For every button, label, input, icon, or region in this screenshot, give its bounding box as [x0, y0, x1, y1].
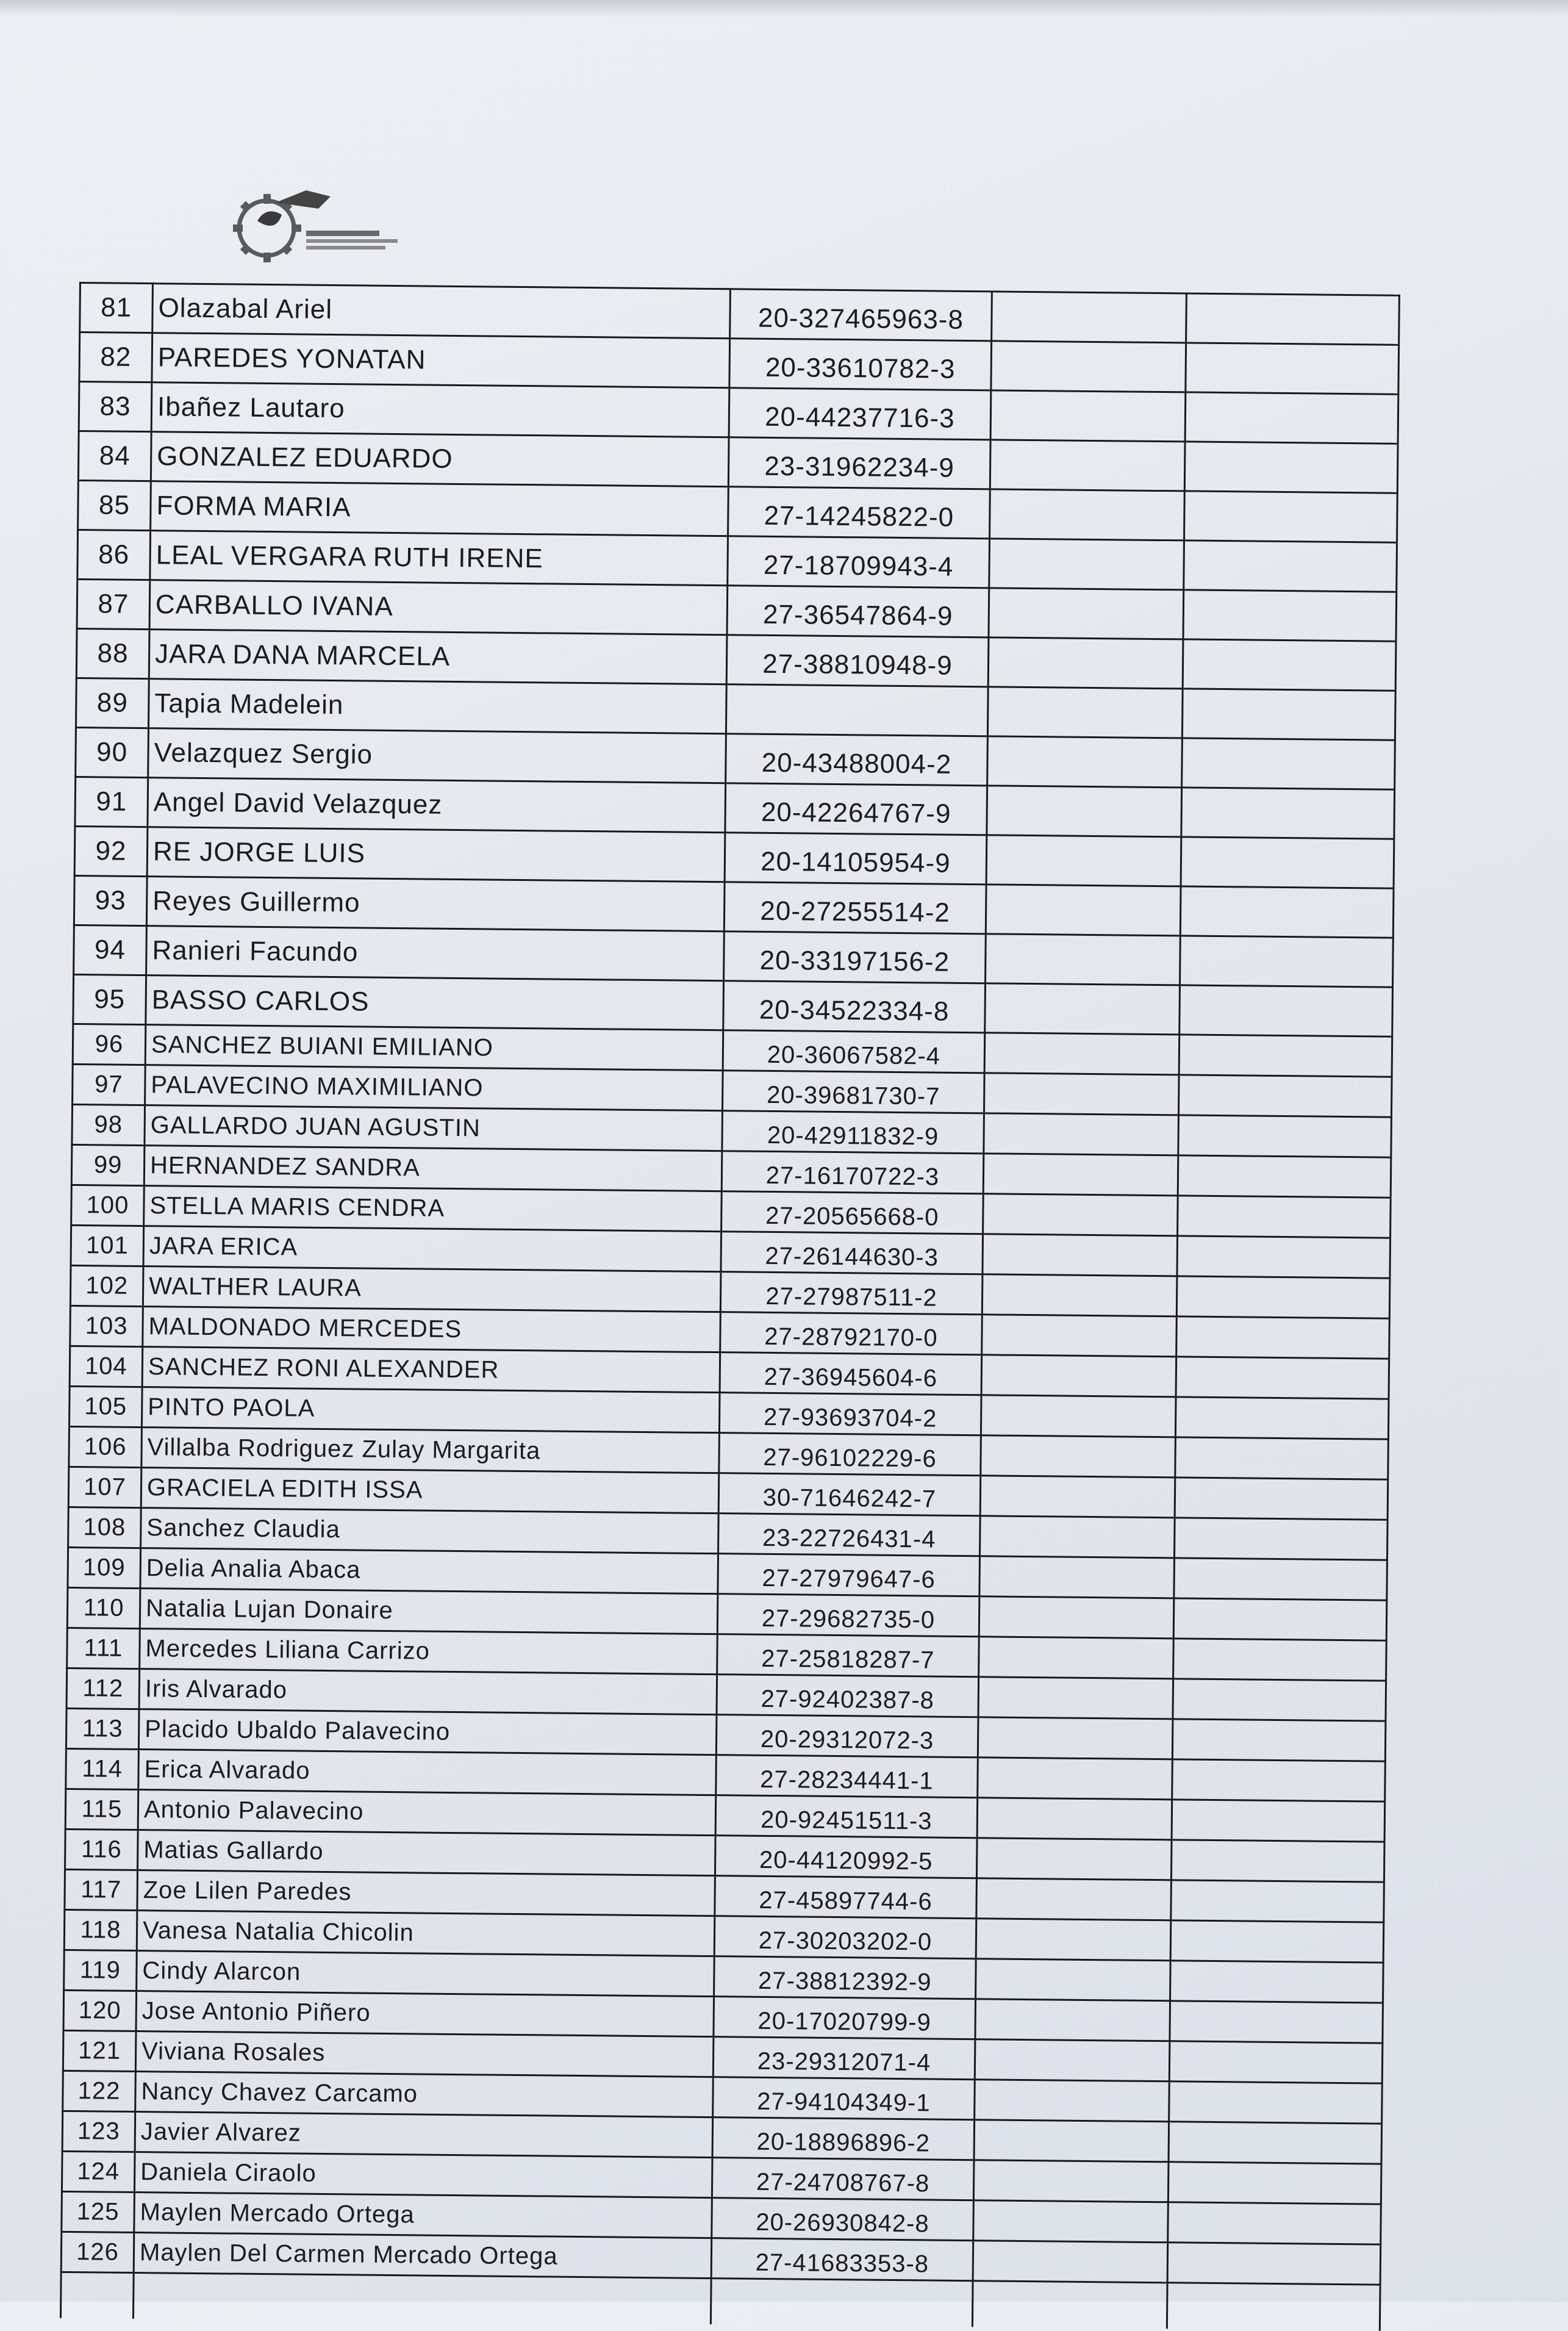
- empty-cell: [983, 1234, 1178, 1276]
- empty-cell: [1167, 2283, 1380, 2331]
- person-name: PAREDES YONATAN: [152, 333, 730, 388]
- empty-cell: [979, 1597, 1174, 1639]
- row-number: 120: [63, 1990, 137, 2031]
- person-name: WALTHER LAURA: [143, 1266, 721, 1312]
- empty-cell: [1170, 2001, 1383, 2043]
- tax-id: 20-44120992-5: [715, 1836, 977, 1878]
- empty-cell: [1175, 1437, 1389, 1479]
- row-number: 117: [65, 1869, 138, 1910]
- empty-cell: [1173, 1639, 1387, 1681]
- empty-cell: [1173, 1679, 1386, 1721]
- empty-cell: [1175, 1518, 1388, 1560]
- tax-id: 30-71646242-7: [718, 1473, 981, 1516]
- person-name: Vanesa Natalia Chicolin: [137, 1911, 715, 1956]
- person-name: RE JORGE LUIS: [147, 827, 725, 882]
- person-name: SANCHEZ RONI ALEXANDER: [142, 1347, 720, 1393]
- person-name: Nancy Chavez Carcamo: [135, 2072, 714, 2117]
- empty-cell: [981, 1355, 1176, 1397]
- empty-cell: [980, 1516, 1175, 1558]
- person-name: CARBALLO IVANA: [149, 580, 728, 635]
- row-number: 104: [70, 1346, 143, 1387]
- tax-id: 27-38812392-9: [714, 1956, 976, 1999]
- person-name: GRACIELA EDITH ISSA: [141, 1468, 719, 1514]
- empty-cell: [1169, 2122, 1382, 2164]
- tax-id: 20-327465963-8: [730, 289, 992, 341]
- tax-id: 20-39681730-7: [723, 1071, 985, 1113]
- tax-id: 27-36945604-6: [720, 1352, 982, 1395]
- empty-cell: [986, 885, 1181, 936]
- tax-id: 20-18896896-2: [712, 2117, 975, 2160]
- tax-id: 20-14105954-9: [725, 833, 987, 885]
- row-number: 99: [71, 1144, 145, 1185]
- tax-id: 27-26144630-3: [721, 1232, 983, 1274]
- person-name: Mercedes Liliana Carrizo: [140, 1629, 718, 1675]
- empty-cell: [989, 539, 1184, 590]
- empty-cell: [986, 934, 1181, 985]
- person-name: Cindy Alarcon: [137, 1951, 715, 1997]
- tax-id: 27-96102229-6: [719, 1433, 981, 1476]
- person-name: STELLA MARIS CENDRA: [144, 1186, 722, 1232]
- row-number: 124: [62, 2151, 135, 2192]
- person-name: Ranieri Facundo: [146, 926, 725, 981]
- empty-cell: [1180, 936, 1394, 987]
- person-name: Villalba Rodriguez Zulay Margarita: [141, 1428, 720, 1473]
- person-name: Antonio Palavecino: [138, 1790, 716, 1836]
- row-number: 93: [74, 875, 147, 925]
- empty-cell: [1172, 1800, 1385, 1842]
- row-number: 107: [68, 1467, 141, 1507]
- empty-cell: [1173, 1598, 1387, 1640]
- tax-id: 27-92402387-8: [717, 1675, 979, 1717]
- tax-id: 20-27255514-2: [724, 882, 986, 934]
- person-name: Zoe Lilen Paredes: [137, 1870, 715, 1916]
- row-number: 95: [73, 974, 146, 1024]
- tax-id: [726, 684, 988, 736]
- row-number: 94: [74, 925, 147, 975]
- row-number: 112: [66, 1668, 140, 1709]
- row-number: 86: [77, 530, 151, 580]
- empty-cell: [1184, 442, 1398, 493]
- person-name: Placido Ubaldo Palavecino: [138, 1709, 717, 1755]
- empty-cell: [60, 2272, 134, 2319]
- tax-id: 23-22726431-4: [718, 1514, 981, 1556]
- empty-cell: [975, 2039, 1170, 2081]
- empty-cell: [1170, 1920, 1384, 1963]
- empty-cell: [979, 1637, 1174, 1679]
- row-number: 90: [76, 727, 149, 777]
- empty-cell: [1177, 1236, 1391, 1278]
- row-number: 82: [79, 332, 152, 383]
- empty-cell: [976, 1959, 1171, 2001]
- empty-cell: [977, 1798, 1172, 1840]
- tax-id: 27-25818287-7: [717, 1634, 979, 1677]
- person-name: PALAVECINO MAXIMILIANO: [145, 1065, 723, 1111]
- tax-id: 27-16170722-3: [721, 1151, 984, 1194]
- tax-id: 27-45897744-6: [715, 1876, 977, 1919]
- empty-cell: [984, 1113, 1179, 1155]
- empty-cell: [1168, 2202, 1381, 2244]
- empty-cell: [978, 1717, 1173, 1759]
- empty-cell: [1186, 343, 1399, 394]
- person-name: GONZALEZ EDUARDO: [151, 432, 729, 487]
- person-name: Jose Antonio Piñero: [136, 1991, 714, 2037]
- tax-id: 20-33610782-3: [729, 339, 992, 390]
- empty-cell: [1182, 738, 1395, 789]
- tax-id: 27-29682735-0: [717, 1594, 979, 1637]
- empty-cell: [983, 1154, 1178, 1196]
- empty-cell: [976, 1878, 1172, 1920]
- empty-cell: [982, 1274, 1177, 1316]
- empty-cell: [1178, 1196, 1391, 1238]
- empty-cell: [987, 687, 1183, 738]
- empty-cell: [974, 2120, 1169, 2162]
- empty-cell: [973, 2200, 1169, 2243]
- empty-cell: [1180, 886, 1394, 938]
- tax-id: 27-36547864-9: [727, 586, 989, 638]
- empty-cell: [988, 638, 1183, 689]
- tax-id: 27-18709943-4: [728, 536, 990, 588]
- empty-cell: [978, 1758, 1173, 1800]
- row-number: 106: [69, 1426, 142, 1467]
- empty-cell: [1172, 1719, 1386, 1761]
- empty-cell: [1176, 1276, 1390, 1318]
- empty-cell: [990, 390, 1186, 442]
- empty-cell: [973, 2160, 1169, 2202]
- row-number: 110: [67, 1587, 140, 1628]
- empty-cell: [985, 983, 1180, 1035]
- roster-table: [60, 282, 1400, 2331]
- page-top-edge: [0, 0, 1568, 17]
- person-name: JARA DANA MARCELA: [149, 630, 727, 684]
- tax-id: 27-24708767-8: [712, 2158, 974, 2200]
- row-number: 122: [63, 2071, 136, 2111]
- empty-cell: [711, 2279, 973, 2327]
- person-name: Tapia Madelein: [148, 679, 726, 734]
- empty-cell: [976, 1838, 1172, 1880]
- empty-cell: [982, 1315, 1177, 1357]
- empty-cell: [992, 292, 1187, 343]
- tax-id: 27-28792170-0: [720, 1312, 983, 1355]
- person-name: SANCHEZ BUIANI EMILIANO: [145, 1025, 723, 1071]
- row-number: 84: [78, 431, 151, 481]
- empty-cell: [991, 341, 1186, 392]
- empty-cell: [975, 2080, 1170, 2122]
- person-name: Olazabal Ariel: [152, 284, 731, 339]
- person-name: JARA ERICA: [143, 1226, 721, 1272]
- empty-cell: [981, 1395, 1176, 1437]
- empty-cell: [978, 1677, 1173, 1719]
- tax-id: 27-30203202-0: [714, 1916, 976, 1959]
- person-name: LEAL VERGARA RUTH IRENE: [150, 531, 728, 586]
- tax-id: 23-31962234-9: [728, 437, 990, 489]
- empty-cell: [133, 2273, 711, 2325]
- tax-id: 20-92451511-3: [715, 1795, 978, 1838]
- person-name: Matias Gallardo: [138, 1830, 716, 1876]
- empty-cell: [987, 786, 1182, 837]
- row-number: 88: [76, 628, 149, 678]
- person-name: MALDONADO MERCEDES: [143, 1307, 721, 1352]
- row-number: 89: [76, 678, 149, 728]
- row-number: 123: [62, 2111, 135, 2152]
- row-number: 100: [71, 1185, 145, 1226]
- empty-cell: [1169, 2041, 1383, 2083]
- person-name: Reyes Guillermo: [146, 877, 725, 932]
- empty-cell: [1178, 1115, 1392, 1157]
- person-name: Javier Alvarez: [135, 2112, 713, 2158]
- empty-cell: [1180, 985, 1393, 1036]
- person-name: Ibañez Lautaro: [151, 383, 729, 437]
- empty-cell: [980, 1476, 1175, 1518]
- row-number: 118: [64, 1909, 137, 1950]
- empty-cell: [1167, 2243, 1381, 2285]
- empty-cell: [1181, 837, 1394, 888]
- tax-id: 20-29312072-3: [716, 1715, 978, 1758]
- row-number: 119: [64, 1950, 137, 1991]
- row-number: 103: [70, 1306, 143, 1346]
- empty-cell: [1183, 590, 1397, 641]
- empty-cell: [1178, 1075, 1392, 1117]
- empty-cell: [990, 489, 1185, 541]
- empty-cell: [975, 1999, 1170, 2041]
- empty-cell: [1175, 1478, 1388, 1520]
- tax-id: 27-20565668-0: [721, 1191, 984, 1234]
- empty-cell: [973, 2241, 1168, 2283]
- row-number: 101: [71, 1225, 144, 1266]
- row-number: 97: [73, 1064, 146, 1105]
- empty-cell: [986, 835, 1181, 886]
- person-name: PINTO PAOLA: [141, 1387, 720, 1433]
- empty-cell: [1171, 1840, 1384, 1882]
- person-name: Natalia Lujan Donaire: [140, 1589, 718, 1634]
- empty-cell: [1172, 1759, 1386, 1801]
- tax-id: 20-34522334-8: [723, 981, 986, 1033]
- empty-cell: [1168, 2162, 1381, 2204]
- empty-cell: [1170, 1961, 1384, 2003]
- row-number: 121: [63, 2030, 136, 2071]
- tax-id: 27-27987511-2: [720, 1272, 983, 1315]
- row-number: 115: [65, 1789, 138, 1830]
- row-number: 81: [80, 283, 153, 333]
- row-number: 111: [67, 1628, 140, 1668]
- empty-cell: [990, 440, 1185, 491]
- tax-id: 27-38810948-9: [726, 635, 989, 687]
- empty-cell: [1179, 1035, 1392, 1077]
- empty-cell: [1185, 392, 1398, 444]
- tax-id: 27-94104349-1: [713, 2077, 975, 2120]
- tax-id: 20-17020799-9: [714, 1997, 976, 2039]
- person-name: Sanchez Claudia: [141, 1508, 719, 1554]
- row-number: 87: [77, 579, 150, 629]
- tax-id: 20-36067582-4: [723, 1030, 985, 1073]
- person-name: Maylen Mercado Ortega: [134, 2193, 712, 2238]
- empty-cell: [1184, 541, 1397, 592]
- tax-id: 27-41683353-8: [711, 2238, 973, 2281]
- person-name: GALLARDO JUAN AGUSTIN: [145, 1105, 723, 1151]
- person-name: Maylen Del Carmen Mercado Ortega: [134, 2233, 712, 2279]
- row-number: 85: [78, 480, 151, 530]
- row-number: 105: [69, 1386, 142, 1427]
- tax-id: 23-29312071-4: [713, 2037, 975, 2080]
- person-name: Daniela Ciraolo: [134, 2152, 712, 2198]
- empty-cell: [981, 1435, 1176, 1478]
- person-name: FORMA MARIA: [151, 481, 729, 536]
- empty-cell: [1169, 2081, 1383, 2124]
- tax-id: 27-93693704-2: [719, 1393, 981, 1435]
- empty-cell: [1182, 689, 1395, 740]
- tax-id: 27-27979647-6: [718, 1554, 980, 1597]
- empty-cell: [1176, 1357, 1389, 1399]
- tax-id: 20-33197156-2: [724, 932, 986, 983]
- row-number: 108: [68, 1507, 141, 1548]
- empty-cell: [1176, 1316, 1390, 1359]
- tax-id: 20-26930842-8: [712, 2198, 974, 2241]
- row-number: 116: [65, 1829, 138, 1870]
- empty-cell: [984, 1073, 1179, 1115]
- row-number: 96: [73, 1024, 146, 1065]
- row-number: 102: [70, 1265, 143, 1306]
- row-number: 98: [72, 1104, 145, 1145]
- empty-cell: [1178, 1155, 1391, 1198]
- tax-id: 27-28234441-1: [716, 1755, 978, 1798]
- tax-id: 20-42264767-9: [725, 783, 987, 835]
- empty-cell: [972, 2281, 1167, 2329]
- empty-cell: [1186, 293, 1400, 345]
- tax-id: 20-43488004-2: [726, 734, 988, 786]
- empty-cell: [976, 1919, 1171, 1961]
- empty-cell: [1183, 639, 1396, 691]
- row-number: 91: [75, 777, 148, 827]
- empty-cell: [1174, 1558, 1387, 1600]
- row-number: 126: [61, 2232, 134, 2272]
- person-name: HERNANDEZ SANDRA: [144, 1146, 722, 1191]
- person-name: Erica Alvarado: [138, 1750, 717, 1795]
- person-name: Velazquez Sergio: [148, 728, 726, 783]
- row-number: 113: [66, 1708, 139, 1749]
- empty-cell: [979, 1556, 1175, 1598]
- person-name: Angel David Velazquez: [148, 778, 726, 833]
- row-number: 125: [62, 2191, 135, 2232]
- row-number: 92: [74, 826, 148, 876]
- person-name: BASSO CARLOS: [146, 975, 724, 1030]
- empty-cell: [989, 588, 1184, 639]
- organization-logo: [221, 178, 416, 270]
- row-number: 109: [68, 1547, 141, 1588]
- empty-cell: [1175, 1397, 1389, 1439]
- tax-id: 20-44237716-3: [729, 388, 991, 440]
- row-number: 83: [79, 382, 152, 432]
- person-name: Delia Analia Abaca: [140, 1548, 718, 1594]
- row-number: 114: [66, 1748, 139, 1789]
- empty-cell: [1181, 788, 1395, 839]
- empty-cell: [984, 1033, 1180, 1075]
- person-name: Iris Alvarado: [139, 1669, 717, 1715]
- empty-cell: [987, 736, 1183, 788]
- empty-cell: [983, 1194, 1178, 1236]
- tax-id: 20-42911832-9: [722, 1111, 984, 1154]
- empty-cell: [1171, 1880, 1384, 1922]
- tax-id: 27-14245822-0: [728, 487, 990, 539]
- empty-cell: [1184, 491, 1398, 542]
- person-name: Viviana Rosales: [135, 2031, 714, 2077]
